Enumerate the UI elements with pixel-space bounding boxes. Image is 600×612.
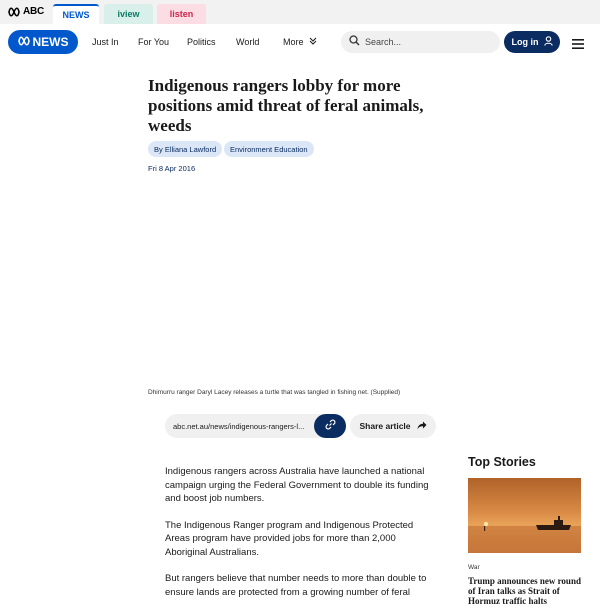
- search-placeholder: Search...: [365, 37, 402, 47]
- tab-listen[interactable]: listen: [157, 4, 206, 24]
- abc-brand-text: ABC: [23, 6, 45, 17]
- nav-politics[interactable]: Politics: [187, 37, 216, 47]
- hamburger-menu-icon[interactable]: [572, 36, 584, 46]
- news-logo-text: NEWS: [32, 35, 69, 49]
- share-label: Share article: [359, 421, 411, 431]
- network-bar: [0, 0, 600, 24]
- user-icon: [544, 36, 553, 48]
- story-title[interactable]: Trump announces new round of Iran talks as Strait of Hormuz traffic halts: [468, 576, 581, 606]
- tab-news[interactable]: NEWS: [53, 4, 99, 24]
- nav-for-you[interactable]: For You: [138, 37, 170, 47]
- tab-iview[interactable]: iview: [104, 4, 153, 24]
- login-label: Log in: [511, 37, 539, 47]
- share-article-button[interactable]: [350, 414, 436, 438]
- publish-date: Fri 8 Apr 2016: [148, 164, 196, 173]
- search-input[interactable]: [341, 31, 500, 53]
- abc-lissajous-icon: [8, 7, 20, 17]
- article-paragraph: Indigenous rangers across Australia have launched a national campaign urging the Federal Government to double its funding and boost job numbers.: [165, 466, 429, 504]
- topic-pill[interactable]: Environment Education: [224, 141, 314, 157]
- nav-more-label: More: [283, 37, 304, 47]
- nav-world[interactable]: World: [236, 37, 260, 47]
- author-pill[interactable]: By Elliana Lawford: [148, 141, 222, 157]
- article-paragraph: But rangers believe that number needs to more than double to ensure lands are protected from a growing number of feral: [165, 573, 427, 598]
- nav-more[interactable]: [283, 37, 317, 47]
- article-body: [165, 465, 440, 612]
- copy-link-button[interactable]: [314, 414, 346, 438]
- abc-logo[interactable]: [8, 6, 44, 17]
- nav-just-in[interactable]: Just In: [92, 37, 119, 47]
- chevron-down-icon: [309, 37, 317, 47]
- image-caption: Dhimurru ranger Daryl Lacey releases a turtle that was tangled in fishing net. (Supplied): [148, 389, 401, 396]
- top-stories-heading: Top Stories: [468, 455, 536, 469]
- article-url-field[interactable]: abc.net.au/news/indigenous-rangers-l...: [165, 414, 345, 438]
- abc-lissajous-icon: [18, 35, 30, 49]
- abc-news-logo[interactable]: [8, 30, 78, 54]
- story-tag[interactable]: War: [468, 564, 480, 571]
- story-thumbnail[interactable]: [468, 478, 581, 553]
- search-icon: [349, 33, 360, 51]
- link-icon: [325, 417, 336, 435]
- article-headline: Indigenous rangers lobby for more positions amid threat of feral animals, weeds: [148, 76, 424, 135]
- share-arrow-icon: [417, 421, 427, 432]
- article-paragraph: The Indigenous Ranger program and Indigenous Protected Areas program have provided jobs for more than 2,000 Aboriginal Australians.: [165, 519, 414, 558]
- login-button[interactable]: [504, 31, 560, 53]
- site-header: [0, 24, 600, 62]
